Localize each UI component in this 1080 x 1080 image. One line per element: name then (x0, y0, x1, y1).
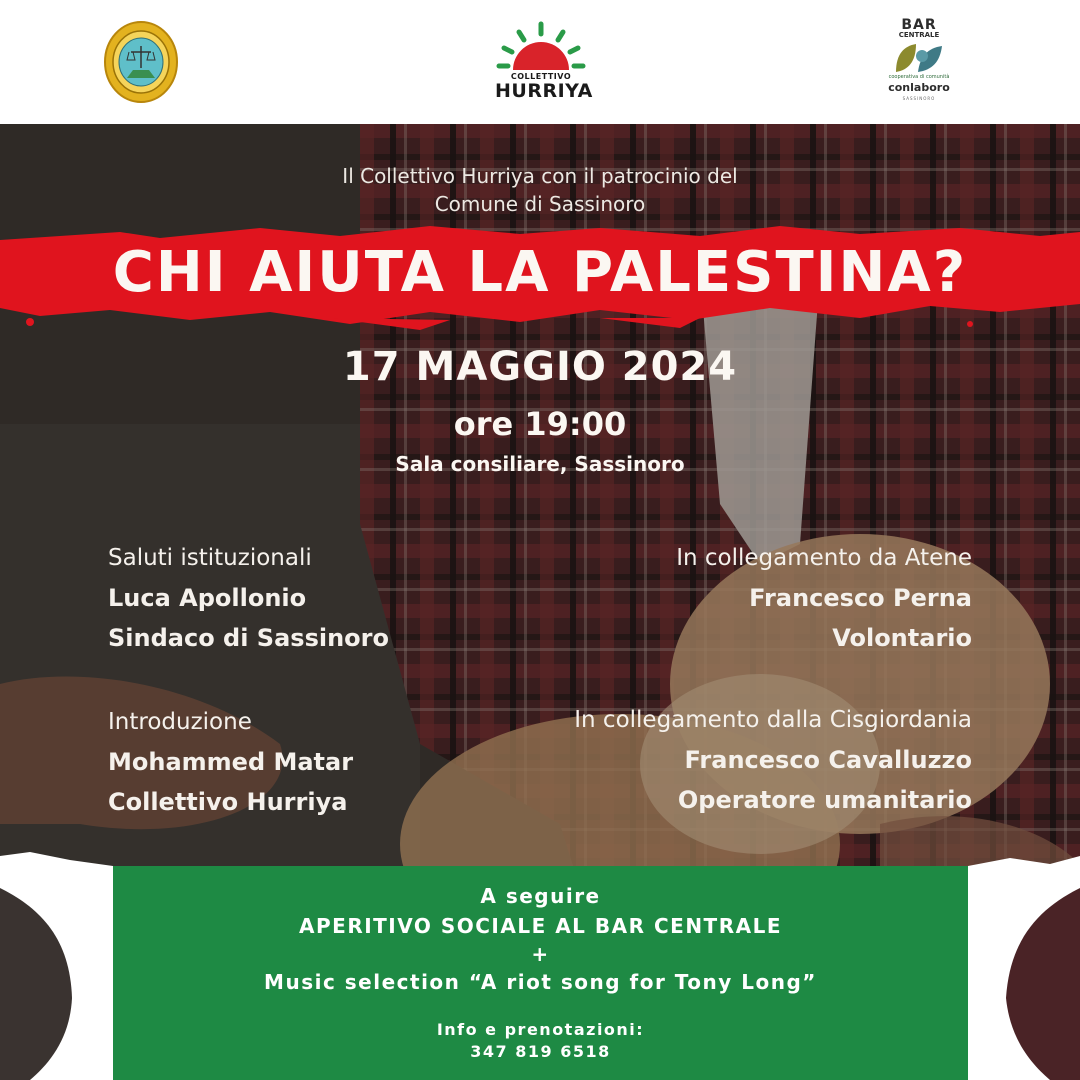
speaker-block-4 (492, 700, 972, 820)
bar-logo-name: conlaboro (888, 81, 950, 94)
intro-line-1: Il Collettivo Hurriya con il patrocinio del (342, 164, 738, 188)
speaker-name: Luca Apollonio (108, 584, 307, 612)
speaker-name: Francesco Cavalluzzo (684, 746, 972, 774)
speaker-name: Mohammed Matar (108, 748, 354, 776)
rising-sun-icon (495, 20, 587, 80)
event-time: ore 19:00 (453, 405, 627, 443)
speaker-role: In collegamento da Atene (676, 545, 972, 571)
speaker-name: Francesco Perna (749, 584, 972, 612)
hurriya-logo-small-text: COLLETTIVO (510, 72, 572, 81)
event-venue: Sala consiliare, Sassinoro (395, 452, 685, 476)
after-line-2: APERITIVO SOCIALE AL BAR CENTRALE (299, 914, 782, 938)
event-date: 17 MAGGIO 2024 (342, 344, 738, 390)
speaker-title: Operatore umanitario (677, 786, 972, 814)
after-line-4: Music selection “A riot song for Tony Long” (264, 970, 817, 994)
speaker-block-3 (108, 702, 548, 822)
hurriya-logo (495, 20, 593, 104)
seal-icon (103, 20, 179, 104)
bar-centrale-logo (888, 18, 950, 104)
header-logo-strip (0, 0, 1080, 124)
event-title: CHI AIUTA LA PALESTINA? (112, 240, 968, 305)
intro-line-2: Comune di Sassinoro (434, 192, 646, 216)
bar-logo-foot: SASSINORO (902, 96, 936, 101)
bar-logo-coop-text: cooperativa di comunità (888, 74, 950, 80)
phone-number[interactable]: 347 819 6518 (470, 1042, 611, 1061)
speaker-title: Sindaco di Sassinoro (108, 624, 389, 652)
info-label: Info e prenotazioni: (436, 1020, 645, 1039)
after-line-3: + (531, 942, 550, 966)
after-line-1: A seguire (480, 884, 601, 908)
speaker-block-2 (492, 538, 972, 658)
intro-text (240, 162, 840, 218)
speaker-title: Collettivo Hurriya (108, 788, 348, 816)
bar-logo-title: BAR (901, 17, 937, 33)
speaker-role: Saluti istituzionali (108, 545, 312, 571)
speaker-title: Volontario (832, 624, 972, 652)
speaker-block-1 (108, 538, 548, 658)
bar-logo-subtitle: CENTRALE (898, 31, 940, 39)
speaker-role: Introduzione (108, 709, 252, 735)
speaker-role: In collegamento dalla Cisgiordania (574, 707, 972, 733)
hurriya-logo-big-text: HURRIYA (495, 80, 593, 102)
university-seal-logo (103, 20, 179, 104)
leaf-pattern-icon (892, 42, 946, 74)
